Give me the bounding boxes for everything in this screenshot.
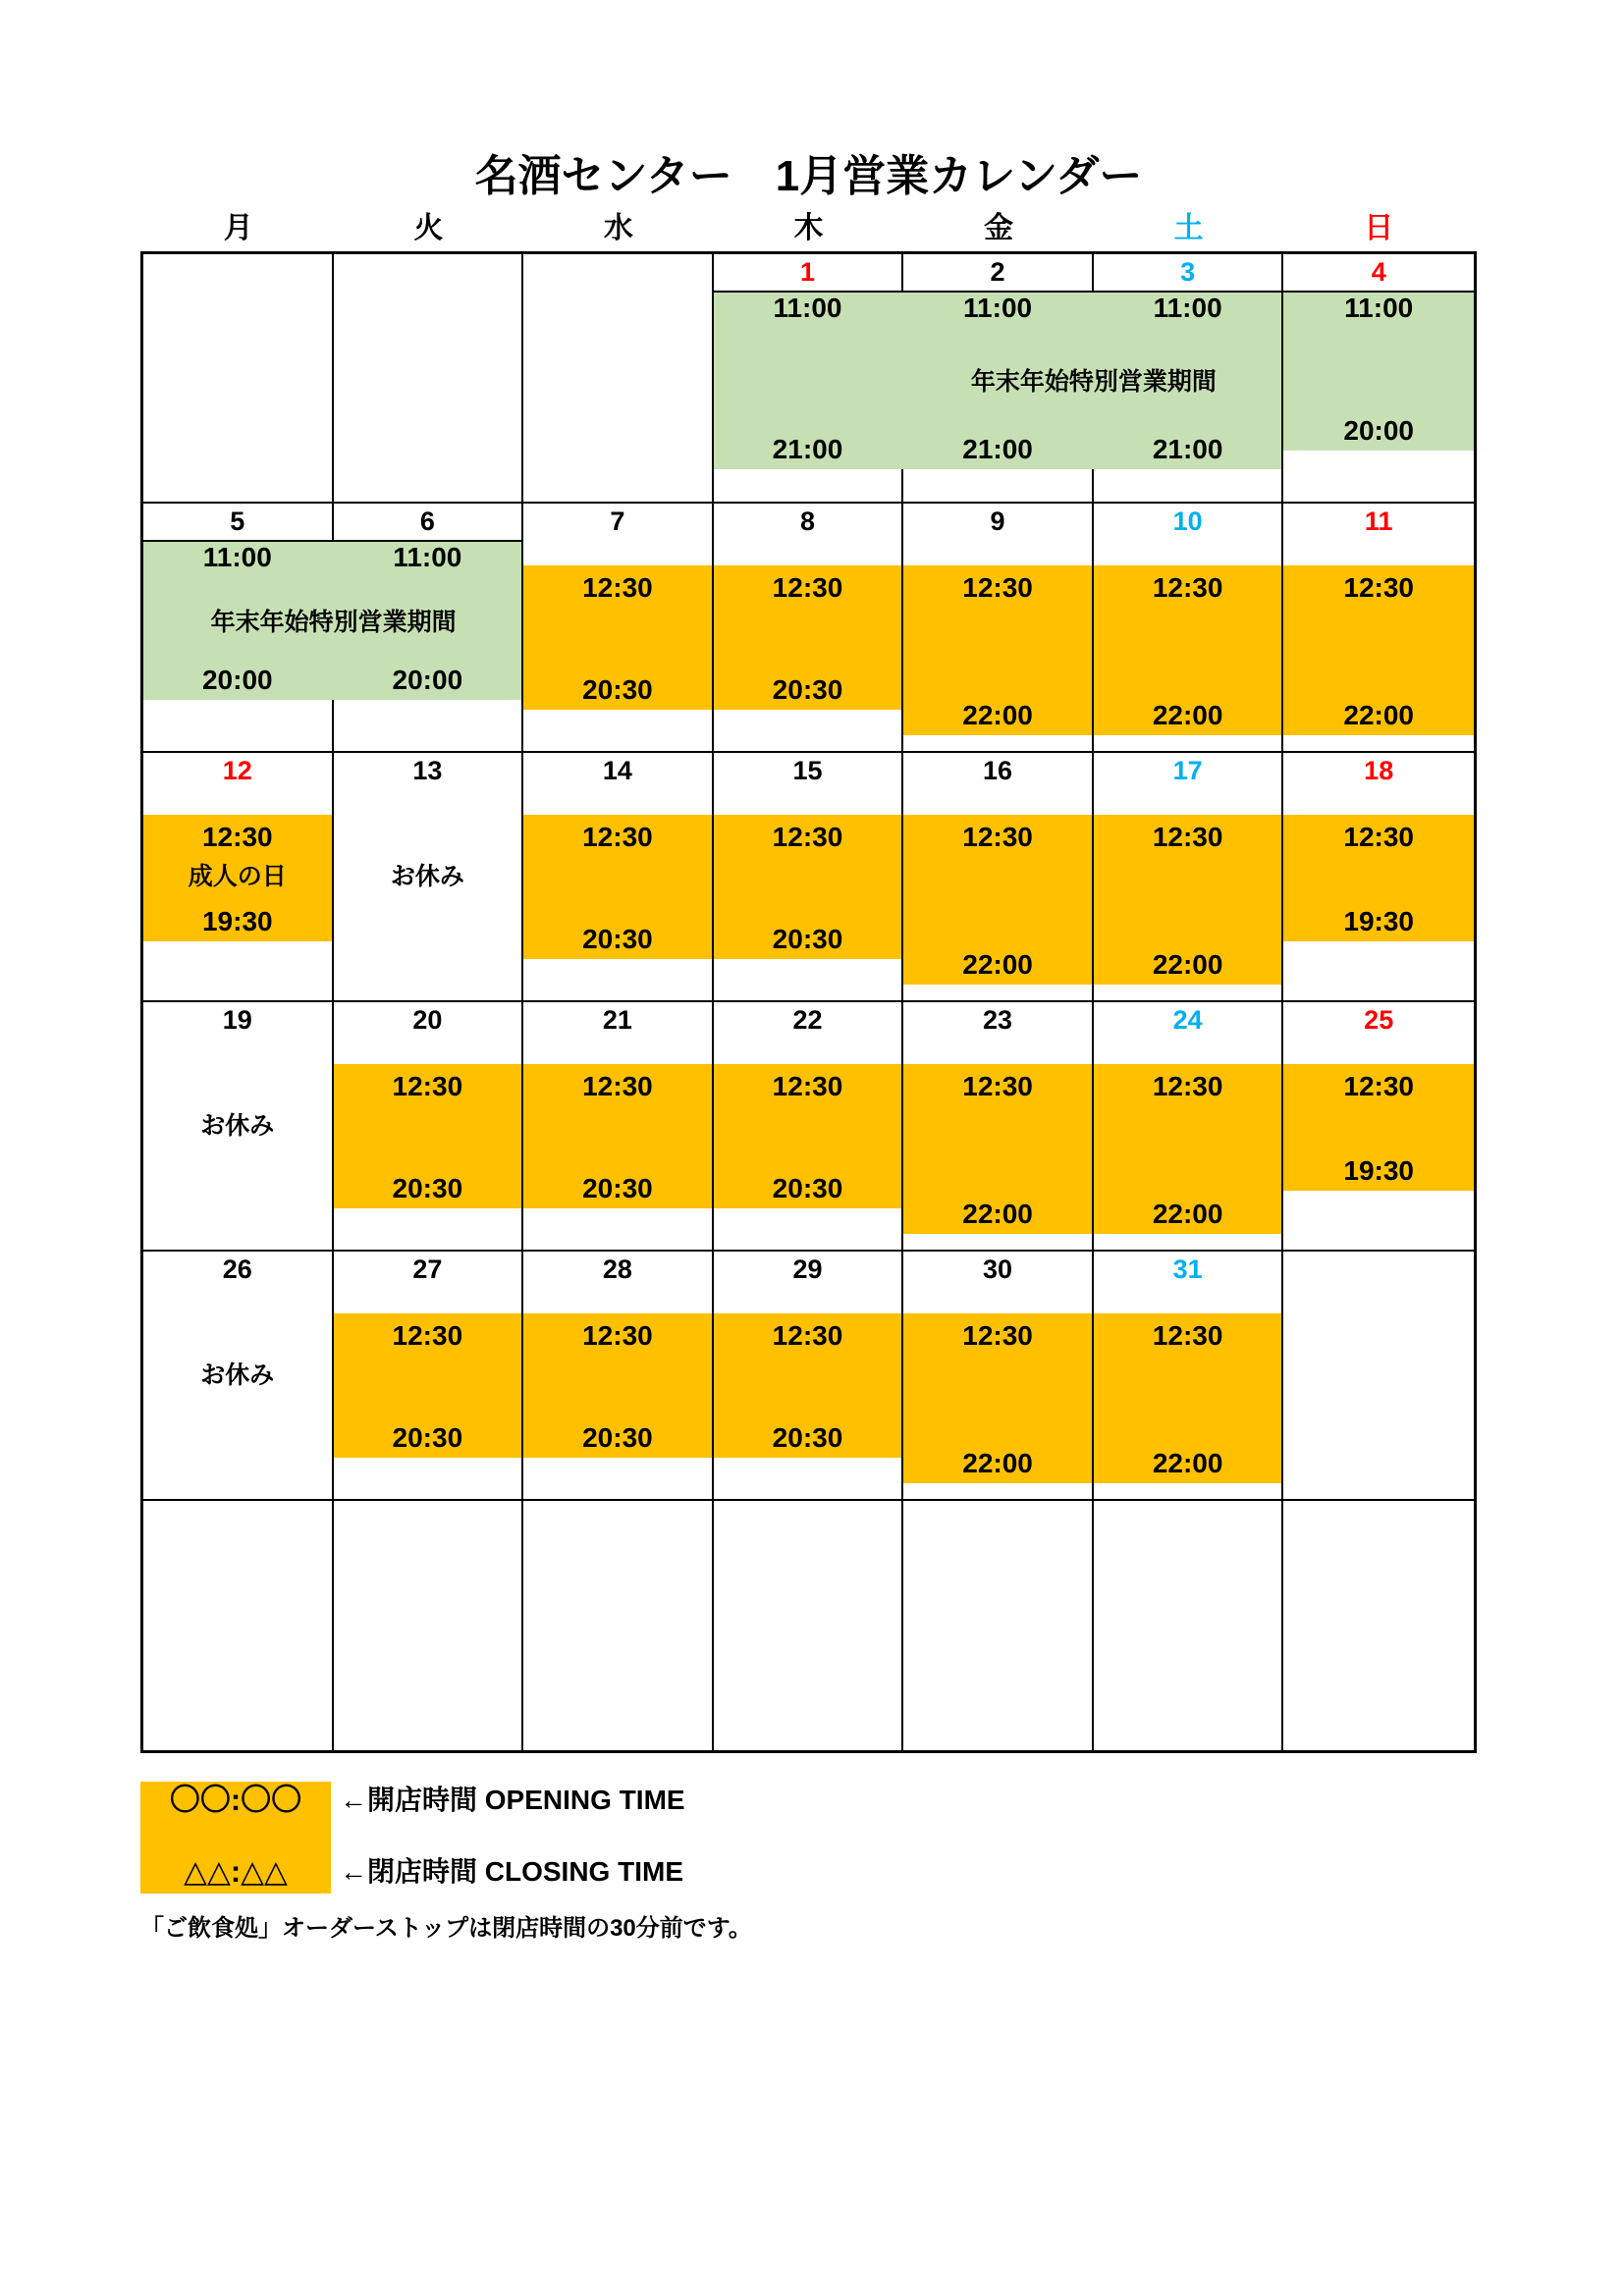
opening-time: 12:30 [1343,572,1415,603]
closing-time: 20:30 [772,1422,843,1453]
opening-time: 12:30 [582,572,653,603]
day-cell [714,753,904,1002]
day-number: 18 [1364,756,1394,785]
day-number: 21 [602,1005,632,1035]
day-number: 10 [1172,507,1203,536]
opening-time: 12:30 [772,822,843,852]
day-number: 16 [983,756,1013,785]
day-cell [143,1002,334,1252]
closing-time: 20:30 [772,924,843,954]
closing-time: 21:00 [962,434,1033,464]
opening-time: 12:30 [962,1320,1033,1351]
calendar-grid [140,251,1477,1753]
day-number: 28 [602,1255,632,1284]
day-number: 13 [412,756,443,785]
day-cell [1283,1002,1474,1252]
opening-time: 11:00 [393,542,462,572]
closing-time: 19:30 [1343,906,1415,936]
special-period-label: 年末年始特別営業期間 [970,368,1217,396]
weekday-header: 木 [793,212,824,244]
empty-cell [1283,1252,1474,1501]
opening-time: 12:30 [772,1320,843,1351]
closed-label: お休み [200,1362,275,1389]
day-number: 8 [799,507,815,536]
opening-time: 12:30 [1343,822,1415,852]
day-number: 12 [222,756,252,785]
closing-time: 20:30 [392,1173,463,1203]
closed-label: お休み [390,863,464,890]
opening-time: 12:30 [582,1071,653,1101]
day-cell [1283,753,1474,1002]
day-cell [143,753,334,1002]
weekday-header: 火 [413,212,444,244]
day-number: 6 [419,507,435,536]
opening-time: 11:00 [1344,293,1414,323]
day-cell [714,504,904,753]
weekday-header: 日 [1364,212,1394,244]
empty-cell [1094,1501,1284,1750]
day-cell [334,753,524,1002]
day-cell [523,504,714,753]
day-number: 4 [1371,257,1386,287]
empty-cell [143,254,334,504]
day-cell [714,1252,904,1501]
order-stop-note: 「ご飲食処」オーダーストップは閉店時間の30分前です。 [140,1915,752,1942]
opening-time: 12:30 [1152,1071,1223,1101]
day-number: 29 [792,1255,823,1284]
legend-opening-label: ←開店時間 OPENING TIME [340,1785,685,1815]
closing-time: 20:30 [772,1173,843,1203]
day-number: 17 [1172,756,1203,785]
weekday-header: 土 [1173,212,1204,244]
closing-time: 20:30 [582,1173,653,1203]
opening-time: 12:30 [1152,822,1223,852]
day-number: 22 [792,1005,823,1035]
day-number: 7 [610,507,625,536]
day-cell [523,753,714,1002]
day-cell [903,1252,1094,1501]
opening-time: 11:00 [963,293,1033,323]
closing-time: 19:30 [1343,1155,1415,1186]
day-cell [1094,1252,1284,1501]
closing-time: 22:00 [962,700,1033,730]
opening-time: 12:30 [962,572,1033,603]
weekday-header: 水 [603,212,633,244]
closing-time: 21:00 [1152,434,1223,464]
day-number: 23 [983,1005,1013,1035]
day-number: 1 [799,257,815,287]
closed-label: お休み [200,1112,275,1140]
weekday-header: 金 [984,212,1014,244]
closing-time: 20:00 [392,665,463,695]
opening-time: 12:30 [772,572,843,603]
closing-time: 22:00 [1343,700,1415,730]
day-cell [1094,1002,1284,1252]
closing-time: 22:00 [1152,1448,1223,1478]
opening-time: 12:30 [392,1071,463,1101]
day-number: 27 [412,1255,443,1284]
opening-time: 12:30 [1343,1071,1415,1101]
closing-time: 22:00 [962,949,1033,980]
empty-cell [714,1501,904,1750]
day-cell [714,1002,904,1252]
day-number: 26 [222,1255,252,1284]
day-number: 24 [1172,1005,1203,1035]
opening-time: 12:30 [962,822,1033,852]
day-number: 9 [990,507,1005,536]
opening-time: 12:30 [1152,1320,1223,1351]
closing-time: 22:00 [1152,700,1223,730]
opening-time: 12:30 [962,1071,1033,1101]
day-cell [334,1252,524,1501]
weekday-header-row [143,211,1474,246]
day-number: 2 [990,257,1005,287]
day-number: 30 [983,1255,1013,1284]
opening-time: 12:30 [1152,572,1223,603]
empty-cell [1283,1501,1474,1750]
closing-time: 20:30 [772,674,843,705]
page-title: 名酒センター 1月営業カレンダー [474,152,1143,200]
holiday-name: 成人の日 [188,863,287,890]
opening-time: 11:00 [773,293,842,323]
day-cell [334,1002,524,1252]
day-cell [143,1252,334,1501]
day-cell [523,1002,714,1252]
day-number: 11 [1364,507,1393,536]
closing-time: 21:00 [772,434,843,464]
closing-time: 20:30 [582,1422,653,1453]
empty-cell [523,254,714,504]
legend-closing-sample: △△:△△ [184,1854,288,1889]
empty-cell [334,254,524,504]
legend-closing-label: ←閉店時間 CLOSING TIME [340,1856,684,1887]
empty-cell [334,1501,524,1750]
closing-time: 22:00 [1152,1199,1223,1229]
opening-time: 12:30 [772,1071,843,1101]
day-cell [903,504,1094,753]
day-cell [903,753,1094,1002]
day-number: 31 [1172,1255,1203,1284]
day-number: 15 [792,756,823,785]
closing-time: 20:00 [201,665,273,695]
closing-time: 22:00 [1152,949,1223,980]
closing-time: 20:30 [582,674,653,705]
legend-opening-sample: 〇〇:〇〇 [169,1783,302,1817]
opening-time: 12:30 [582,1320,653,1351]
closing-time: 19:30 [201,906,273,936]
opening-time: 12:30 [392,1320,463,1351]
day-number: 5 [230,507,245,536]
empty-cell [523,1501,714,1750]
closing-time: 22:00 [962,1199,1033,1229]
opening-time: 11:00 [1153,293,1222,323]
day-number: 19 [222,1005,252,1035]
opening-time: 11:00 [202,542,272,572]
day-cell [1094,753,1284,1002]
weekday-header: 月 [223,212,253,244]
empty-cell [143,1501,334,1750]
opening-time: 12:30 [201,822,273,852]
day-number: 14 [602,756,632,785]
opening-time: 12:30 [582,822,653,852]
closing-time: 20:00 [1343,415,1415,446]
day-number: 20 [412,1005,443,1035]
day-number: 25 [1364,1005,1394,1035]
day-cell [1283,504,1474,753]
closing-time: 22:00 [962,1448,1033,1478]
day-cell [523,1252,714,1501]
legend-swatch [140,1782,331,1894]
day-cell [1094,504,1284,753]
closing-time: 20:30 [582,924,653,954]
day-cell [903,1002,1094,1252]
day-number: 3 [1180,257,1196,287]
closing-time: 20:30 [392,1422,463,1453]
empty-cell [903,1501,1094,1750]
special-period-label: 年末年始特別営業期間 [210,608,457,636]
